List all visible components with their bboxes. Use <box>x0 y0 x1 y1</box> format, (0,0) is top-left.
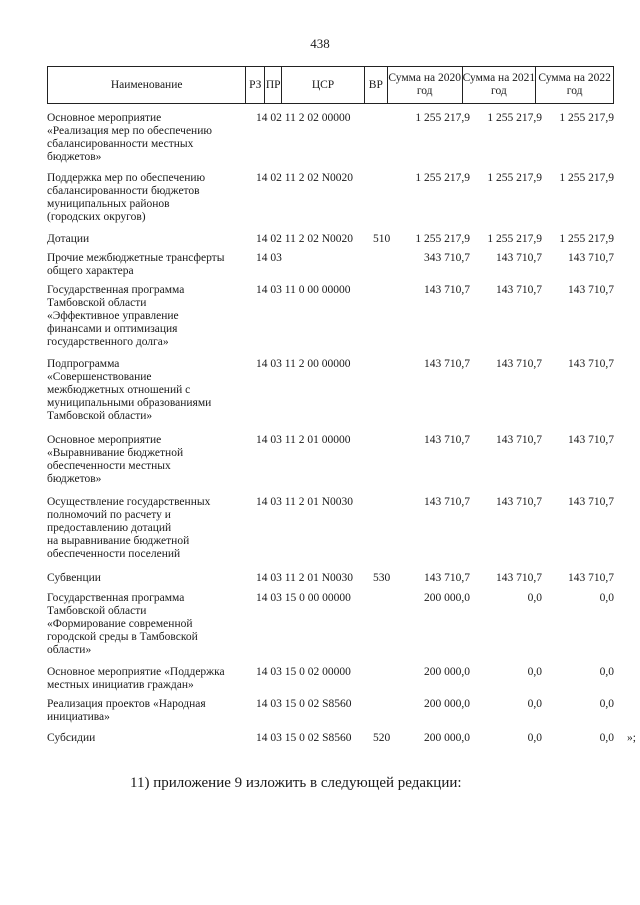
row-name: Основное мероприятие «Выравнивание бюджетной обеспеченности местных бюджетов» <box>47 434 184 485</box>
row-code: 14 02 11 2 02 N0020 <box>256 233 354 245</box>
row-sum-2022: 143 710,7 <box>568 358 614 370</box>
row-name: Основное мероприятие «Поддержка местных инициатив граждан» <box>47 666 225 691</box>
row-sum-2022: 0,0 <box>599 698 614 710</box>
row-sum-2022: 143 710,7 <box>568 434 614 446</box>
row-code: 14 03 11 2 00 00000 <box>256 358 351 370</box>
row-code: 14 03 15 0 02 S8560 <box>256 732 352 744</box>
header-sum-2021: Сумма на 2021 год <box>463 67 537 103</box>
row-sum-2022: 1 255 217,9 <box>559 172 614 184</box>
row-sum-2022: 143 710,7 <box>568 572 614 584</box>
row-sum-2021: 1 255 217,9 <box>487 112 542 124</box>
row-code: 14 03 15 0 02 00000 <box>256 666 351 678</box>
row-sum-2021: 0,0 <box>527 666 542 678</box>
row-vr: 520 <box>373 732 391 744</box>
row-sum-2021: 143 710,7 <box>496 572 542 584</box>
header-name: Наименование <box>48 67 246 103</box>
row-sum-2021: 1 255 217,9 <box>487 233 542 245</box>
row-sum-2022: 143 710,7 <box>568 284 614 296</box>
row-name: Государственная программа Тамбовской области «Формирование современной городской среды в Тамбовской области» <box>47 592 198 656</box>
row-sum-2021: 143 710,7 <box>496 496 542 508</box>
header-rz: РЗ <box>246 67 265 103</box>
table-header <box>47 66 614 104</box>
row-name: Субсидии <box>47 732 96 744</box>
budget-table <box>47 66 636 744</box>
header-csr: ЦСР <box>282 67 365 103</box>
row-code: 14 03 11 2 01 N0030 <box>256 572 354 584</box>
header-sum-2022: Сумма на 2022 год <box>538 72 611 97</box>
row-code: 14 03 <box>256 252 282 264</box>
row-sum-2022: 0,0 <box>599 666 614 678</box>
row-sum-2021: 1 255 217,9 <box>487 172 542 184</box>
row-name: Подпрограмма «Совершенствование межбюджетных отношений с муниципальными образованиями Тамбовской области» <box>47 358 212 422</box>
row-sum-2022: 0,0 <box>599 592 614 604</box>
row-sum-2020: 200 000,0 <box>424 698 470 710</box>
page-number: 438 <box>310 36 330 51</box>
row-name: Осуществление государственных полномочий по расчету и предоставлению дотаций на выравнивание бюджетной обеспеченности поселений <box>47 496 211 560</box>
row-code: 14 02 11 2 02 00000 <box>256 112 351 124</box>
row-sum-2020: 143 710,7 <box>424 572 470 584</box>
header-vr: ВР <box>365 67 388 103</box>
row-sum-2020: 143 710,7 <box>424 284 470 296</box>
row-name: Государственная программа Тамбовской области «Эффективное управление финансами и оптимизация государственного долга» <box>47 284 185 348</box>
row-code: 14 03 11 0 00 00000 <box>256 284 351 296</box>
row-sum-2020: 1 255 217,9 <box>415 172 470 184</box>
row-sum-2021: 143 710,7 <box>496 284 542 296</box>
row-name: Поддержка мер по обеспечению сбалансированности бюджетов муниципальных районов (городских округов) <box>47 172 206 223</box>
row-vr: 530 <box>373 572 391 584</box>
row-sum-2022: 1 255 217,9 <box>559 233 614 245</box>
row-code: 14 02 11 2 02 N0020 <box>256 172 354 184</box>
row-sum-2021: 0,0 <box>527 592 542 604</box>
row-vr: 510 <box>373 233 391 245</box>
row-sum-2020: 200 000,0 <box>424 666 470 678</box>
row-code: 14 03 11 2 01 00000 <box>256 434 351 446</box>
row-sum-2020: 200 000,0 <box>424 592 470 604</box>
header-pr: ПР <box>265 67 282 103</box>
row-sum-2021: 0,0 <box>527 698 542 710</box>
row-name: Основное мероприятие «Реализация мер по обеспечению сбалансированности местных бюджетов» <box>47 112 212 163</box>
row-sum-2020: 143 710,7 <box>424 358 470 370</box>
row-sum-2020: 143 710,7 <box>424 496 470 508</box>
row-sum-2020: 143 710,7 <box>424 434 470 446</box>
row-code: 14 03 11 2 01 N0030 <box>256 496 354 508</box>
row-sum-2021: 143 710,7 <box>496 434 542 446</box>
row-code: 14 03 15 0 02 S8560 <box>256 698 352 710</box>
row-sum-2020: 1 255 217,9 <box>415 112 470 124</box>
row-sum-2020: 343 710,7 <box>424 252 470 264</box>
row-sum-2021: 143 710,7 <box>496 358 542 370</box>
row-sum-2022: 1 255 217,9 <box>559 112 614 124</box>
row-name: Реализация проектов «Народная инициатива» <box>47 698 206 723</box>
row-name: Прочие межбюджетные трансферты общего характера <box>47 252 225 277</box>
row-sum-2022: 143 710,7 <box>568 252 614 264</box>
row-name: Дотации <box>47 233 90 245</box>
row-name: Субвенции <box>47 572 101 584</box>
row-sum-2022: 143 710,7 <box>568 496 614 508</box>
row-suffix: »; <box>627 732 636 744</box>
row-sum-2021: 143 710,7 <box>496 252 542 264</box>
header-sum-2020: Сумма на 2020 год <box>388 67 463 103</box>
row-sum-2021: 0,0 <box>527 732 542 744</box>
row-sum-2022: 0,0 <box>599 732 614 744</box>
row-sum-2020: 200 000,0 <box>424 732 470 744</box>
row-sum-2020: 1 255 217,9 <box>415 233 470 245</box>
row-code: 14 03 15 0 00 00000 <box>256 592 351 604</box>
instruction-text: 11) приложение 9 изложить в следующей редакции: <box>130 775 462 791</box>
